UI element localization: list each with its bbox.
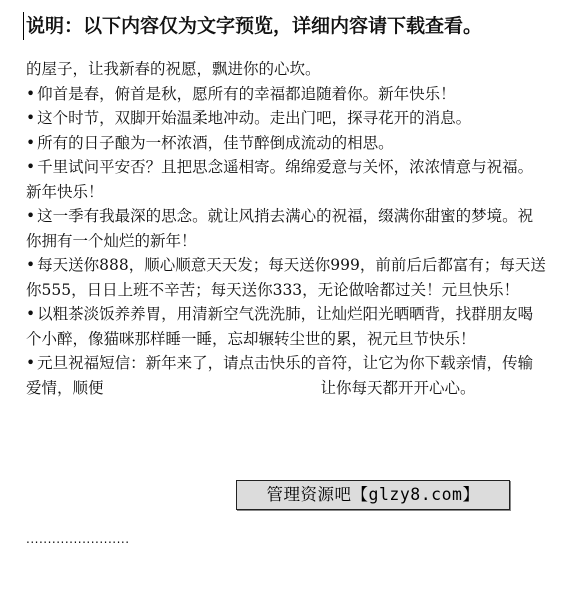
trailing-dots: ........................ — [26, 532, 130, 546]
bullet-paragraph: • 千里试问平安否？且把思念遥相寄。绵绵爱意与关怀，浓浓情意与祝福。新年快乐！ — [26, 155, 546, 204]
text-cursor — [23, 12, 24, 40]
bullet-paragraph: • 所有的日子酿为一杯浓酒，佳节醉倒成流动的相思。 — [26, 131, 546, 156]
bullet-paragraph: • 以粗茶淡饭养养胃，用清新空气洗洗肺，让灿烂阳光晒晒背，找群朋友喝个小醉，像猫咪那样睡一睡，忘却辗转尘世的累，祝元旦节快乐！ — [26, 302, 546, 351]
bullet-paragraph: • 元旦祝福短信：新年来了，请点击快乐的音符，让它为你下载亲情，传输爱情，顺便 让你每天都开开心心。 — [26, 351, 546, 400]
preview-notice-text: 说明：以下内容仅为文字预览，详细内容请下载查看。 — [26, 15, 483, 37]
preview-notice-header — [0, 10, 578, 44]
bullet-paragraph: • 每天送你888，顺心顺意天天发；每天送你999，前前后后都富有；每天送你555，日日上班不辛苦；每天送你333，无论做啥都过关！元旦快乐！ — [26, 253, 546, 302]
watermark-banner: 管理资源吧【glzy8.com】 — [236, 480, 510, 510]
document-body — [26, 57, 546, 400]
bullet-paragraph: • 这个时节，双脚开始温柔地冲动。走出门吧，探寻花开的消息。 — [26, 106, 546, 131]
paragraph: 的屋子，让我新春的祝愿，飘进你的心坎。 — [26, 60, 321, 78]
bullet-paragraph: • 仰首是春，俯首是秋，愿所有的幸福都追随着你。新年快乐！ — [26, 82, 546, 107]
bullet-paragraph: • 这一季有我最深的思念。就让风捎去满心的祝福，缀满你甜蜜的梦境。祝你拥有一个灿烂的新年！ — [26, 204, 546, 253]
